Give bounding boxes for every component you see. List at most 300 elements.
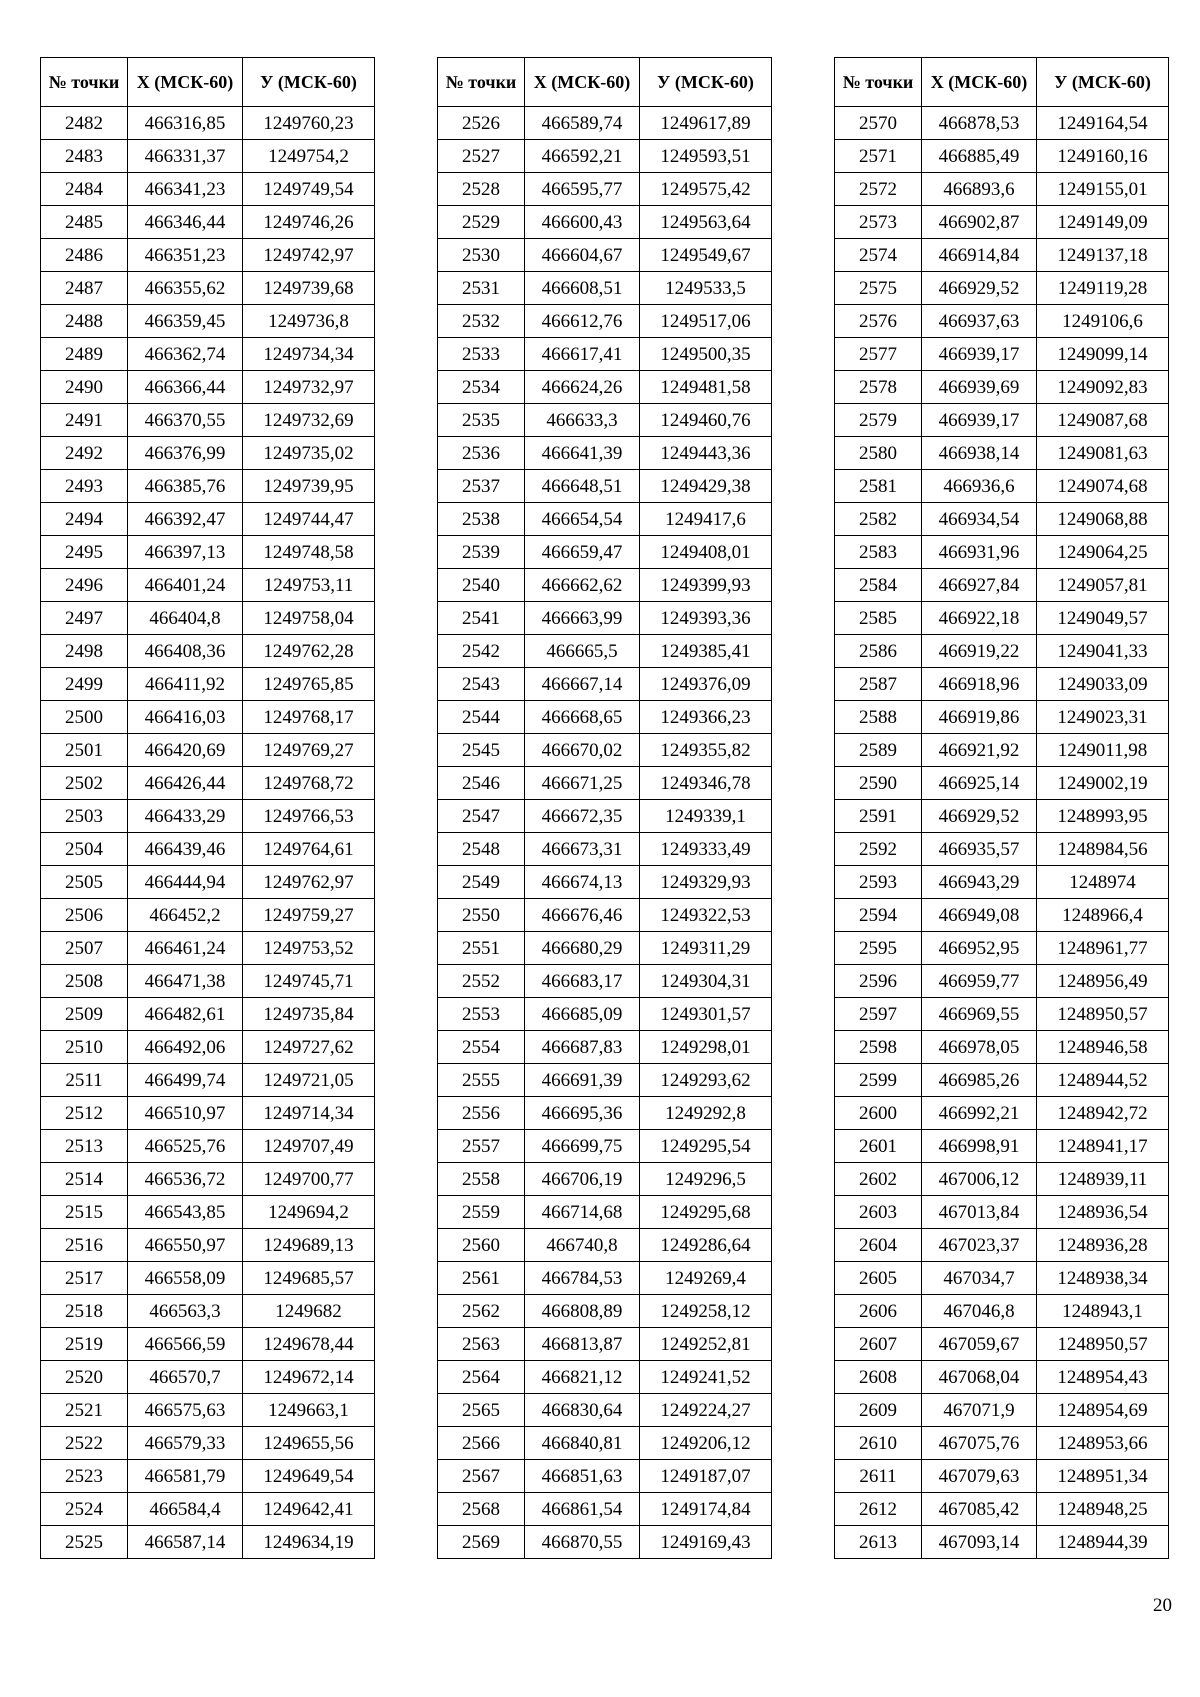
cell-y-coordinate: 1249292,8 — [640, 1097, 772, 1130]
cell-x-coordinate: 467071,9 — [922, 1394, 1037, 1427]
cell-y-coordinate: 1249164,54 — [1037, 107, 1169, 140]
cell-y-coordinate: 1248954,43 — [1037, 1361, 1169, 1394]
cell-point-number: 2579 — [835, 404, 922, 437]
page-number: 20 — [1153, 1595, 1172, 1616]
cell-x-coordinate: 466401,24 — [128, 569, 243, 602]
cell-x-coordinate: 466624,26 — [525, 371, 640, 404]
cell-y-coordinate: 1249754,2 — [243, 140, 375, 173]
cell-y-coordinate: 1248966,4 — [1037, 899, 1169, 932]
cell-x-coordinate: 466351,23 — [128, 239, 243, 272]
cell-y-coordinate: 1249575,42 — [640, 173, 772, 206]
cell-point-number: 2551 — [438, 932, 525, 965]
cell-point-number: 2606 — [835, 1295, 922, 1328]
table-header-row — [438, 58, 772, 107]
cell-point-number: 2600 — [835, 1097, 922, 1130]
cell-x-coordinate: 466589,74 — [525, 107, 640, 140]
table-row — [438, 1229, 772, 1262]
cell-x-coordinate: 466654,54 — [525, 503, 640, 536]
cell-x-coordinate: 466566,59 — [128, 1328, 243, 1361]
cell-x-coordinate: 466959,77 — [922, 965, 1037, 998]
cell-y-coordinate: 1249732,69 — [243, 404, 375, 437]
cell-y-coordinate: 1249593,51 — [640, 140, 772, 173]
cell-point-number: 2524 — [41, 1493, 128, 1526]
cell-x-coordinate: 466612,76 — [525, 305, 640, 338]
cell-x-coordinate: 466404,8 — [128, 602, 243, 635]
cell-x-coordinate: 466359,45 — [128, 305, 243, 338]
cell-point-number: 2609 — [835, 1394, 922, 1427]
table-row — [438, 305, 772, 338]
cell-x-coordinate: 466604,67 — [525, 239, 640, 272]
cell-x-coordinate: 466978,05 — [922, 1031, 1037, 1064]
table-row — [835, 470, 1169, 503]
table-row — [41, 470, 375, 503]
cell-x-coordinate: 466992,21 — [922, 1097, 1037, 1130]
cell-y-coordinate: 1249739,95 — [243, 470, 375, 503]
cell-y-coordinate: 1248936,28 — [1037, 1229, 1169, 1262]
cell-point-number: 2528 — [438, 173, 525, 206]
cell-x-coordinate: 466570,7 — [128, 1361, 243, 1394]
cell-y-coordinate: 1249298,01 — [640, 1031, 772, 1064]
cell-y-coordinate: 1249286,64 — [640, 1229, 772, 1262]
table-row — [41, 206, 375, 239]
cell-x-coordinate: 466536,72 — [128, 1163, 243, 1196]
cell-y-coordinate: 1249224,27 — [640, 1394, 772, 1427]
cell-point-number: 2509 — [41, 998, 128, 1031]
table-row — [41, 1196, 375, 1229]
cell-y-coordinate: 1249617,89 — [640, 107, 772, 140]
cell-point-number: 2574 — [835, 239, 922, 272]
table-row — [41, 1394, 375, 1427]
cell-x-coordinate: 466492,06 — [128, 1031, 243, 1064]
cell-y-coordinate: 1249011,98 — [1037, 734, 1169, 767]
cell-point-number: 2530 — [438, 239, 525, 272]
cell-y-coordinate: 1249296,5 — [640, 1163, 772, 1196]
table-row — [438, 1361, 772, 1394]
table-row — [41, 1130, 375, 1163]
cell-x-coordinate: 466939,17 — [922, 404, 1037, 437]
cell-x-coordinate: 466813,87 — [525, 1328, 640, 1361]
cell-point-number: 2559 — [438, 1196, 525, 1229]
cell-y-coordinate: 1249549,67 — [640, 239, 772, 272]
cell-y-coordinate: 1248950,57 — [1037, 1328, 1169, 1361]
cell-y-coordinate: 1249376,09 — [640, 668, 772, 701]
cell-point-number: 2550 — [438, 899, 525, 932]
table-row — [835, 569, 1169, 602]
cell-point-number: 2553 — [438, 998, 525, 1031]
cell-point-number: 2486 — [41, 239, 128, 272]
cell-point-number: 2525 — [41, 1526, 128, 1559]
table-row — [835, 437, 1169, 470]
cell-x-coordinate: 467034,7 — [922, 1262, 1037, 1295]
cell-y-coordinate: 1249002,19 — [1037, 767, 1169, 800]
cell-x-coordinate: 466784,53 — [525, 1262, 640, 1295]
cell-x-coordinate: 466985,26 — [922, 1064, 1037, 1097]
table-row — [438, 107, 772, 140]
table-row — [41, 899, 375, 932]
cell-x-coordinate: 466362,74 — [128, 338, 243, 371]
table-row — [835, 932, 1169, 965]
cell-x-coordinate: 466674,13 — [525, 866, 640, 899]
cell-y-coordinate: 1249707,49 — [243, 1130, 375, 1163]
cell-point-number: 2526 — [438, 107, 525, 140]
table-row — [438, 404, 772, 437]
cell-point-number: 2613 — [835, 1526, 922, 1559]
cell-point-number: 2531 — [438, 272, 525, 305]
cell-y-coordinate: 1249041,33 — [1037, 635, 1169, 668]
cell-point-number: 2604 — [835, 1229, 922, 1262]
cell-x-coordinate: 467068,04 — [922, 1361, 1037, 1394]
table-row — [438, 767, 772, 800]
cell-point-number: 2484 — [41, 173, 128, 206]
header-y-coordinate: У (МСК-60) — [640, 58, 772, 107]
header-point-number: № точки — [438, 58, 525, 107]
cell-y-coordinate: 1249748,58 — [243, 536, 375, 569]
cell-point-number: 2535 — [438, 404, 525, 437]
cell-y-coordinate: 1249500,35 — [640, 338, 772, 371]
cell-x-coordinate: 466685,09 — [525, 998, 640, 1031]
cell-y-coordinate: 1249736,8 — [243, 305, 375, 338]
cell-point-number: 2584 — [835, 569, 922, 602]
table-row — [438, 371, 772, 404]
cell-x-coordinate: 466695,36 — [525, 1097, 640, 1130]
cell-x-coordinate: 466331,37 — [128, 140, 243, 173]
cell-point-number: 2485 — [41, 206, 128, 239]
table-row — [438, 140, 772, 173]
table-row — [835, 1229, 1169, 1262]
cell-x-coordinate: 466938,14 — [922, 437, 1037, 470]
cell-point-number: 2571 — [835, 140, 922, 173]
cell-point-number: 2587 — [835, 668, 922, 701]
cell-x-coordinate: 466600,43 — [525, 206, 640, 239]
cell-y-coordinate: 1249460,76 — [640, 404, 772, 437]
cell-x-coordinate: 467023,37 — [922, 1229, 1037, 1262]
cell-x-coordinate: 466452,2 — [128, 899, 243, 932]
table-row — [41, 701, 375, 734]
cell-y-coordinate: 1249672,14 — [243, 1361, 375, 1394]
cell-y-coordinate: 1249023,31 — [1037, 701, 1169, 734]
table-row — [438, 800, 772, 833]
cell-point-number: 2556 — [438, 1097, 525, 1130]
cell-x-coordinate: 467059,67 — [922, 1328, 1037, 1361]
cell-point-number: 2569 — [438, 1526, 525, 1559]
table-row — [41, 239, 375, 272]
cell-point-number: 2483 — [41, 140, 128, 173]
cell-x-coordinate: 466663,99 — [525, 602, 640, 635]
table-row — [438, 1526, 772, 1559]
cell-point-number: 2513 — [41, 1130, 128, 1163]
cell-point-number: 2589 — [835, 734, 922, 767]
cell-x-coordinate: 466672,35 — [525, 800, 640, 833]
cell-point-number: 2507 — [41, 932, 128, 965]
cell-point-number: 2510 — [41, 1031, 128, 1064]
cell-point-number: 2502 — [41, 767, 128, 800]
cell-y-coordinate: 1249033,09 — [1037, 668, 1169, 701]
cell-y-coordinate: 1249252,81 — [640, 1328, 772, 1361]
table-row — [835, 602, 1169, 635]
cell-point-number: 2565 — [438, 1394, 525, 1427]
cell-y-coordinate: 1249174,84 — [640, 1493, 772, 1526]
table-row — [835, 1361, 1169, 1394]
cell-point-number: 2612 — [835, 1493, 922, 1526]
header-x-coordinate: Х (МСК-60) — [128, 58, 243, 107]
table-row — [438, 932, 772, 965]
table-row — [835, 800, 1169, 833]
cell-y-coordinate: 1248956,49 — [1037, 965, 1169, 998]
cell-point-number: 2611 — [835, 1460, 922, 1493]
table-row — [835, 635, 1169, 668]
cell-y-coordinate: 1249057,81 — [1037, 569, 1169, 602]
cell-point-number: 2586 — [835, 635, 922, 668]
table-row — [438, 734, 772, 767]
cell-x-coordinate: 466426,44 — [128, 767, 243, 800]
cell-point-number: 2527 — [438, 140, 525, 173]
cell-x-coordinate: 466699,75 — [525, 1130, 640, 1163]
cell-x-coordinate: 466370,55 — [128, 404, 243, 437]
cell-x-coordinate: 466706,19 — [525, 1163, 640, 1196]
cell-y-coordinate: 1248938,34 — [1037, 1262, 1169, 1295]
table-row — [41, 1295, 375, 1328]
cell-point-number: 2547 — [438, 800, 525, 833]
cell-y-coordinate: 1248974 — [1037, 866, 1169, 899]
table-row — [41, 107, 375, 140]
cell-y-coordinate: 1249762,28 — [243, 635, 375, 668]
cell-x-coordinate: 466851,63 — [525, 1460, 640, 1493]
table-row — [835, 503, 1169, 536]
cell-point-number: 2546 — [438, 767, 525, 800]
cell-x-coordinate: 466385,76 — [128, 470, 243, 503]
table-row — [438, 173, 772, 206]
cell-y-coordinate: 1248954,69 — [1037, 1394, 1169, 1427]
header-x-coordinate: Х (МСК-60) — [922, 58, 1037, 107]
cell-y-coordinate: 1249399,93 — [640, 569, 772, 602]
table-row — [41, 866, 375, 899]
coordinates-table-2 — [437, 57, 772, 1559]
cell-point-number: 2501 — [41, 734, 128, 767]
table-row — [41, 1097, 375, 1130]
cell-point-number: 2508 — [41, 965, 128, 998]
table-row — [835, 1526, 1169, 1559]
cell-x-coordinate: 466416,03 — [128, 701, 243, 734]
cell-x-coordinate: 466433,29 — [128, 800, 243, 833]
table-row — [41, 569, 375, 602]
cell-y-coordinate: 1249481,58 — [640, 371, 772, 404]
cell-point-number: 2591 — [835, 800, 922, 833]
cell-y-coordinate: 1249759,27 — [243, 899, 375, 932]
table-row — [41, 1064, 375, 1097]
table-row — [835, 1163, 1169, 1196]
table-row — [835, 1031, 1169, 1064]
cell-x-coordinate: 466925,14 — [922, 767, 1037, 800]
cell-x-coordinate: 466641,39 — [525, 437, 640, 470]
cell-point-number: 2603 — [835, 1196, 922, 1229]
cell-point-number: 2488 — [41, 305, 128, 338]
cell-point-number: 2560 — [438, 1229, 525, 1262]
cell-x-coordinate: 466617,41 — [525, 338, 640, 371]
table-row — [41, 371, 375, 404]
cell-y-coordinate: 1249295,68 — [640, 1196, 772, 1229]
cell-x-coordinate: 466922,18 — [922, 602, 1037, 635]
cell-y-coordinate: 1249762,97 — [243, 866, 375, 899]
cell-y-coordinate: 1248951,34 — [1037, 1460, 1169, 1493]
cell-y-coordinate: 1249732,97 — [243, 371, 375, 404]
cell-point-number: 2498 — [41, 635, 128, 668]
cell-x-coordinate: 466952,95 — [922, 932, 1037, 965]
cell-x-coordinate: 466439,46 — [128, 833, 243, 866]
cell-point-number: 2601 — [835, 1130, 922, 1163]
table-row — [41, 1229, 375, 1262]
cell-y-coordinate: 1249119,28 — [1037, 272, 1169, 305]
cell-x-coordinate: 466471,38 — [128, 965, 243, 998]
cell-x-coordinate: 466633,3 — [525, 404, 640, 437]
cell-x-coordinate: 466714,68 — [525, 1196, 640, 1229]
cell-y-coordinate: 1249655,56 — [243, 1427, 375, 1460]
cell-x-coordinate: 466499,74 — [128, 1064, 243, 1097]
table-row — [438, 1427, 772, 1460]
cell-x-coordinate: 466543,85 — [128, 1196, 243, 1229]
cell-x-coordinate: 466939,69 — [922, 371, 1037, 404]
cell-x-coordinate: 466563,3 — [128, 1295, 243, 1328]
cell-y-coordinate: 1249678,44 — [243, 1328, 375, 1361]
cell-point-number: 2555 — [438, 1064, 525, 1097]
table-row — [438, 239, 772, 272]
cell-y-coordinate: 1249417,6 — [640, 503, 772, 536]
table-row — [438, 503, 772, 536]
cell-point-number: 2605 — [835, 1262, 922, 1295]
cell-x-coordinate: 466878,53 — [922, 107, 1037, 140]
cell-y-coordinate: 1249769,27 — [243, 734, 375, 767]
cell-x-coordinate: 466595,77 — [525, 173, 640, 206]
cell-point-number: 2495 — [41, 536, 128, 569]
table-row — [835, 1262, 1169, 1295]
cell-x-coordinate: 466525,76 — [128, 1130, 243, 1163]
cell-y-coordinate: 1248944,52 — [1037, 1064, 1169, 1097]
table-row — [835, 272, 1169, 305]
cell-y-coordinate: 1249187,07 — [640, 1460, 772, 1493]
cell-point-number: 2490 — [41, 371, 128, 404]
cell-y-coordinate: 1249663,1 — [243, 1394, 375, 1427]
cell-point-number: 2610 — [835, 1427, 922, 1460]
cell-point-number: 2568 — [438, 1493, 525, 1526]
cell-y-coordinate: 1249304,31 — [640, 965, 772, 998]
cell-point-number: 2506 — [41, 899, 128, 932]
cell-x-coordinate: 466943,29 — [922, 866, 1037, 899]
table-row — [41, 833, 375, 866]
cell-x-coordinate: 466671,25 — [525, 767, 640, 800]
cell-point-number: 2520 — [41, 1361, 128, 1394]
header-y-coordinate: У (МСК-60) — [1037, 58, 1169, 107]
header-point-number: № точки — [835, 58, 922, 107]
cell-x-coordinate: 466420,69 — [128, 734, 243, 767]
cell-x-coordinate: 466861,54 — [525, 1493, 640, 1526]
cell-point-number: 2537 — [438, 470, 525, 503]
cell-x-coordinate: 466341,23 — [128, 173, 243, 206]
table-row — [41, 1031, 375, 1064]
cell-x-coordinate: 466931,96 — [922, 536, 1037, 569]
cell-point-number: 2499 — [41, 668, 128, 701]
cell-x-coordinate: 466670,02 — [525, 734, 640, 767]
table-row — [438, 668, 772, 701]
cell-point-number: 2538 — [438, 503, 525, 536]
table-row — [835, 371, 1169, 404]
table-row — [438, 965, 772, 998]
table-row — [41, 140, 375, 173]
cell-x-coordinate: 466902,87 — [922, 206, 1037, 239]
cell-y-coordinate: 1249049,57 — [1037, 602, 1169, 635]
header-point-number: № точки — [41, 58, 128, 107]
cell-y-coordinate: 1249689,13 — [243, 1229, 375, 1262]
cell-point-number: 2519 — [41, 1328, 128, 1361]
cell-x-coordinate: 467046,8 — [922, 1295, 1037, 1328]
cell-y-coordinate: 1249301,57 — [640, 998, 772, 1031]
cell-y-coordinate: 1249160,16 — [1037, 140, 1169, 173]
cell-y-coordinate: 1249700,77 — [243, 1163, 375, 1196]
table-row — [835, 866, 1169, 899]
cell-x-coordinate: 466929,52 — [922, 272, 1037, 305]
cell-x-coordinate: 466927,84 — [922, 569, 1037, 602]
cell-x-coordinate: 466673,31 — [525, 833, 640, 866]
cell-y-coordinate: 1249333,49 — [640, 833, 772, 866]
table-row — [41, 1262, 375, 1295]
table-row — [835, 140, 1169, 173]
table-row — [41, 635, 375, 668]
cell-point-number: 2534 — [438, 371, 525, 404]
cell-x-coordinate: 466918,96 — [922, 668, 1037, 701]
table-row — [41, 1460, 375, 1493]
cell-y-coordinate: 1249634,19 — [243, 1526, 375, 1559]
cell-y-coordinate: 1249092,83 — [1037, 371, 1169, 404]
cell-point-number: 2602 — [835, 1163, 922, 1196]
cell-point-number: 2570 — [835, 107, 922, 140]
cell-y-coordinate: 1249694,2 — [243, 1196, 375, 1229]
cell-x-coordinate: 466937,63 — [922, 305, 1037, 338]
cell-x-coordinate: 466936,6 — [922, 470, 1037, 503]
cell-y-coordinate: 1249714,34 — [243, 1097, 375, 1130]
cell-y-coordinate: 1249241,52 — [640, 1361, 772, 1394]
table-row — [835, 668, 1169, 701]
table-row — [438, 1493, 772, 1526]
cell-point-number: 2482 — [41, 107, 128, 140]
cell-y-coordinate: 1249443,36 — [640, 437, 772, 470]
table-row — [438, 1196, 772, 1229]
cell-x-coordinate: 466376,99 — [128, 437, 243, 470]
cell-y-coordinate: 1248943,1 — [1037, 1295, 1169, 1328]
cell-y-coordinate: 1249339,1 — [640, 800, 772, 833]
table-row — [835, 305, 1169, 338]
cell-y-coordinate: 1249099,14 — [1037, 338, 1169, 371]
cell-y-coordinate: 1249329,93 — [640, 866, 772, 899]
table-row — [835, 1493, 1169, 1526]
cell-y-coordinate: 1249749,54 — [243, 173, 375, 206]
cell-point-number: 2487 — [41, 272, 128, 305]
cell-x-coordinate: 466662,62 — [525, 569, 640, 602]
table-row — [438, 1295, 772, 1328]
cell-y-coordinate: 1249293,62 — [640, 1064, 772, 1097]
cell-point-number: 2549 — [438, 866, 525, 899]
cell-point-number: 2578 — [835, 371, 922, 404]
cell-point-number: 2529 — [438, 206, 525, 239]
cell-point-number: 2489 — [41, 338, 128, 371]
cell-point-number: 2505 — [41, 866, 128, 899]
table-row — [438, 998, 772, 1031]
cell-x-coordinate: 466921,92 — [922, 734, 1037, 767]
table-row — [438, 1097, 772, 1130]
cell-x-coordinate: 466592,21 — [525, 140, 640, 173]
cell-x-coordinate: 466914,84 — [922, 239, 1037, 272]
cell-x-coordinate: 466575,63 — [128, 1394, 243, 1427]
table-row — [835, 1064, 1169, 1097]
table-row — [835, 998, 1169, 1031]
cell-x-coordinate: 466408,36 — [128, 635, 243, 668]
